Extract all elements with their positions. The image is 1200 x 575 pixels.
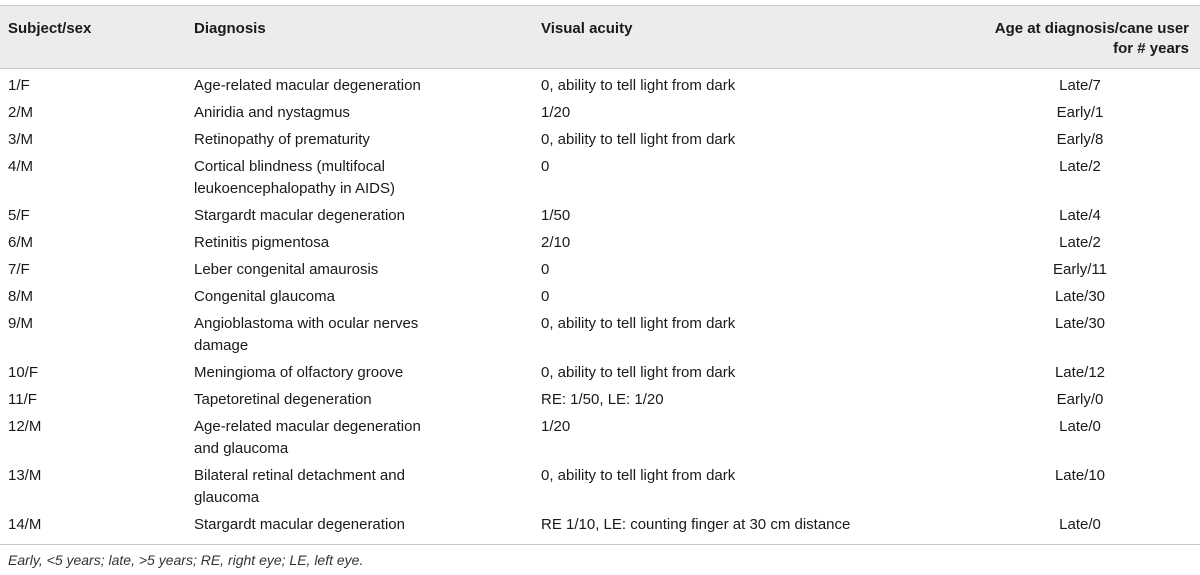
cell-diagnosis-line: Stargardt macular degeneration xyxy=(194,207,405,224)
cell-visual-acuity: 0 xyxy=(541,261,550,278)
cell-age-at-diagnosis: Early/0 xyxy=(1056,391,1104,408)
table-header xyxy=(0,5,1200,69)
cell-diagnosis-line: glaucoma xyxy=(194,489,260,506)
table-row xyxy=(0,156,1200,205)
cell-visual-acuity: 0, ability to tell light from dark xyxy=(541,77,736,94)
cell-diagnosis xyxy=(194,313,494,357)
cell-diagnosis xyxy=(194,205,494,227)
cell-subject-sex: 4/M xyxy=(8,158,34,175)
cell-subject-sex: 1/F xyxy=(8,77,30,94)
table-row xyxy=(0,465,1200,514)
table-footnote: Early, <5 years; late, >5 years; RE, right eye; LE, left eye. xyxy=(8,552,364,568)
header-diagnosis: Diagnosis xyxy=(194,20,266,37)
cell-diagnosis xyxy=(194,514,494,536)
cell-visual-acuity: 1/50 xyxy=(541,207,571,224)
table-row xyxy=(0,102,1200,129)
cell-diagnosis xyxy=(194,286,494,308)
cell-visual-acuity: RE 1/10, LE: counting finger at 30 cm distance xyxy=(541,516,851,533)
cell-diagnosis xyxy=(194,102,494,124)
cell-diagnosis xyxy=(194,416,494,460)
cell-visual-acuity: 0, ability to tell light from dark xyxy=(541,315,736,332)
cell-diagnosis-line: Retinitis pigmentosa xyxy=(194,234,330,251)
cell-visual-acuity: 1/20 xyxy=(541,418,571,435)
cell-diagnosis-line: Age-related macular degeneration xyxy=(194,77,421,94)
cell-diagnosis-line: Stargardt macular degeneration xyxy=(194,516,405,533)
cell-visual-acuity: 0, ability to tell light from dark xyxy=(541,364,736,381)
cell-age-at-diagnosis: Late/10 xyxy=(1054,467,1106,484)
cell-diagnosis-line: Congenital glaucoma xyxy=(194,288,335,305)
cell-age-at-diagnosis: Late/30 xyxy=(1054,315,1106,332)
cell-diagnosis xyxy=(194,389,494,411)
table-row xyxy=(0,259,1200,286)
cell-age-at-diagnosis: Late/7 xyxy=(1059,77,1101,94)
cell-age-at-diagnosis: Late/2 xyxy=(1059,234,1101,251)
cell-subject-sex: 5/F xyxy=(8,207,30,224)
cell-age-at-diagnosis: Late/12 xyxy=(1054,364,1106,381)
table-body xyxy=(0,75,1200,541)
table-row xyxy=(0,286,1200,313)
cell-age-at-diagnosis: Early/1 xyxy=(1056,104,1104,121)
cell-age-at-diagnosis: Early/11 xyxy=(1053,261,1107,278)
cell-diagnosis xyxy=(194,129,494,151)
table-row xyxy=(0,313,1200,362)
cell-subject-sex: 9/M xyxy=(8,315,34,332)
cell-diagnosis-line: damage xyxy=(194,337,249,354)
header-age-line-2: for # years xyxy=(1113,40,1189,57)
header-age-line-1: Age at diagnosis/cane user xyxy=(994,20,1189,37)
cell-age-at-diagnosis: Late/30 xyxy=(1054,288,1106,305)
table-row xyxy=(0,416,1200,465)
table-row xyxy=(0,205,1200,232)
cell-diagnosis xyxy=(194,259,494,281)
table-bottom-rule xyxy=(0,544,1200,545)
cell-subject-sex: 7/F xyxy=(8,261,30,278)
table-row xyxy=(0,75,1200,102)
table-row xyxy=(0,362,1200,389)
cell-subject-sex: 13/M xyxy=(8,467,42,484)
cell-diagnosis xyxy=(194,156,494,200)
cell-diagnosis-line: Tapetoretinal degeneration xyxy=(194,391,372,408)
cell-diagnosis xyxy=(194,75,494,97)
cell-diagnosis-line: and glaucoma xyxy=(194,440,289,457)
cell-diagnosis xyxy=(194,362,494,384)
table-row xyxy=(0,129,1200,156)
cell-diagnosis-line: Retinopathy of prematurity xyxy=(194,131,370,148)
cell-diagnosis-line: Age-related macular degeneration xyxy=(194,418,421,435)
table-row xyxy=(0,514,1200,541)
cell-subject-sex: 12/M xyxy=(8,418,42,435)
table-row xyxy=(0,389,1200,416)
cell-subject-sex: 8/M xyxy=(8,288,34,305)
cell-visual-acuity: 2/10 xyxy=(541,234,571,251)
cell-subject-sex: 6/M xyxy=(8,234,34,251)
cell-visual-acuity: 0 xyxy=(541,288,550,305)
cell-diagnosis-line: Aniridia and nystagmus xyxy=(194,104,350,121)
table-row xyxy=(0,232,1200,259)
cell-age-at-diagnosis: Late/2 xyxy=(1059,158,1101,175)
cell-visual-acuity: RE: 1/50, LE: 1/20 xyxy=(541,391,664,408)
cell-subject-sex: 11/F xyxy=(8,391,37,408)
header-subject-sex: Subject/sex xyxy=(8,20,92,37)
header-visual-acuity: Visual acuity xyxy=(541,20,633,37)
cell-visual-acuity: 0, ability to tell light from dark xyxy=(541,467,736,484)
cell-diagnosis-line: Cortical blindness (multifocal xyxy=(194,158,385,175)
cell-diagnosis-line: Meningioma of olfactory groove xyxy=(194,364,404,381)
cell-age-at-diagnosis: Late/0 xyxy=(1059,516,1101,533)
header-age-at-diagnosis xyxy=(969,19,1189,59)
cell-diagnosis-line: Leber congenital amaurosis xyxy=(194,261,379,278)
cell-visual-acuity: 0 xyxy=(541,158,550,175)
cell-subject-sex: 10/F xyxy=(8,364,39,381)
cell-age-at-diagnosis: Late/4 xyxy=(1059,207,1101,224)
cell-diagnosis-line: leukoencephalopathy in AIDS) xyxy=(194,180,395,197)
cell-visual-acuity: 1/20 xyxy=(541,104,571,121)
cell-subject-sex: 2/M xyxy=(8,104,34,121)
cell-diagnosis-line: Angioblastoma with ocular nerves xyxy=(194,315,419,332)
cell-subject-sex: 3/M xyxy=(8,131,34,148)
cell-age-at-diagnosis: Early/8 xyxy=(1056,131,1104,148)
cell-visual-acuity: 0, ability to tell light from dark xyxy=(541,131,736,148)
cell-diagnosis xyxy=(194,232,494,254)
cell-subject-sex: 14/M xyxy=(8,516,42,533)
cell-diagnosis xyxy=(194,465,494,509)
cell-age-at-diagnosis: Late/0 xyxy=(1059,418,1101,435)
cell-diagnosis-line: Bilateral retinal detachment and xyxy=(194,467,405,484)
